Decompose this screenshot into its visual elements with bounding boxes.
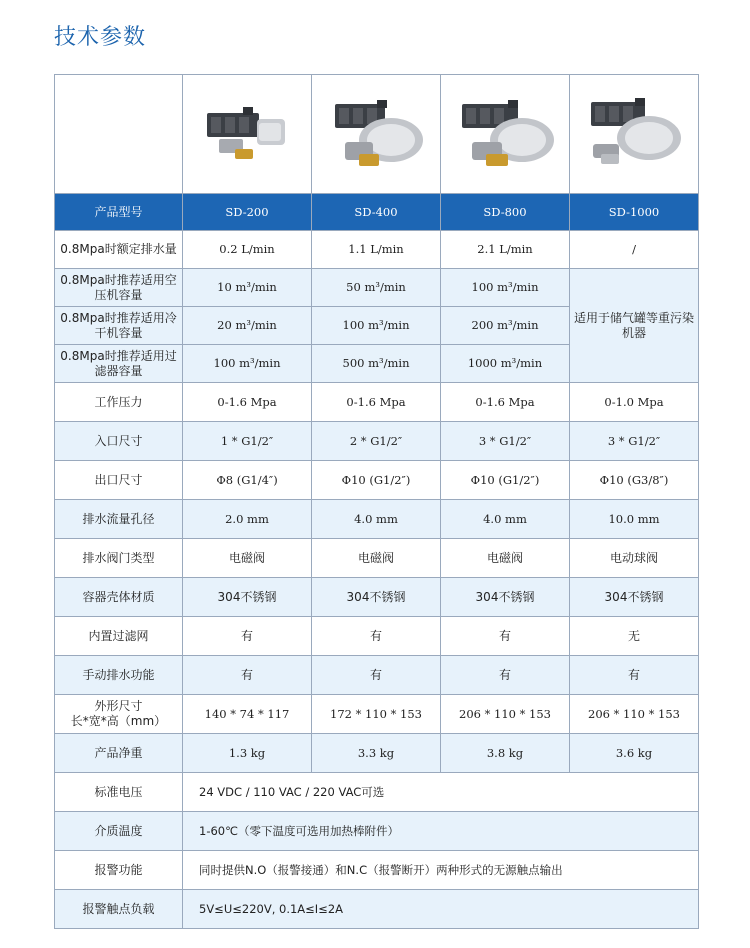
cell-value: 1.3 kg <box>183 734 312 773</box>
row-label: 报警触点负载 <box>55 890 183 929</box>
product-image-sd400 <box>312 75 441 194</box>
table-row <box>55 383 699 422</box>
wide-cell-value: 同时提供N.O（报警接通）和N.C（报警断开）两种形式的无源触点输出 <box>183 851 699 890</box>
row-label: 手动排水功能 <box>55 656 183 695</box>
cell-value: Φ10 (G1/2″) <box>441 461 570 500</box>
table-row <box>55 500 699 539</box>
cell-value: 电动球阀 <box>570 539 699 578</box>
cell-value: 3.6 kg <box>570 734 699 773</box>
cell-value: 3.8 kg <box>441 734 570 773</box>
cell-value: 50 m³/min <box>312 269 441 307</box>
cell-value: Φ10 (G1/2″) <box>312 461 441 500</box>
spec-table <box>54 74 699 929</box>
model-name: SD-1000 <box>570 194 699 231</box>
cell-value: 有 <box>312 617 441 656</box>
cell-value: 4.0 mm <box>441 500 570 539</box>
cell-value: 3 * G1/2″ <box>441 422 570 461</box>
table-row <box>55 539 699 578</box>
table-row <box>55 422 699 461</box>
product-image-sd800 <box>441 75 570 194</box>
cell-value: 无 <box>570 617 699 656</box>
cell-value: 有 <box>441 617 570 656</box>
cell-value: Φ10 (G3/8″) <box>570 461 699 500</box>
cell-value: 电磁阀 <box>441 539 570 578</box>
cell-value: Φ8 (G1/4″) <box>183 461 312 500</box>
cell-value: 140 * 74 * 117 <box>183 695 312 734</box>
table-row <box>55 890 699 929</box>
cell-value: 304不锈钢 <box>312 578 441 617</box>
cell-value: 172 * 110 * 153 <box>312 695 441 734</box>
row-label <box>55 695 183 734</box>
cell-value: 100 m³/min <box>312 307 441 345</box>
cell-value: 304不锈钢 <box>570 578 699 617</box>
cell-value: 3 * G1/2″ <box>570 422 699 461</box>
model-name: SD-400 <box>312 194 441 231</box>
cell-value: 有 <box>183 617 312 656</box>
cell-value: 电磁阀 <box>312 539 441 578</box>
product-image-sd1000 <box>570 75 699 194</box>
row-label: 产品净重 <box>55 734 183 773</box>
cell-value: 10 m³/min <box>183 269 312 307</box>
table-row <box>55 773 699 812</box>
row-label: 0.8Mpa时推荐适用冷干机容量 <box>55 307 183 345</box>
table-row <box>55 656 699 695</box>
row-label: 入口尺寸 <box>55 422 183 461</box>
model-header-row <box>55 194 699 231</box>
row-label: 介质温度 <box>55 812 183 851</box>
row-label: 0.8Mpa时额定排水量 <box>55 231 183 269</box>
cell-value: 20 m³/min <box>183 307 312 345</box>
cell-value: 2.1 L/min <box>441 231 570 269</box>
cell-value: 304不锈钢 <box>441 578 570 617</box>
table-row <box>55 851 699 890</box>
cell-value: 0.2 L/min <box>183 231 312 269</box>
cell-value: 1 * G1/2″ <box>183 422 312 461</box>
row-label: 0.8Mpa时推荐适用过滤器容量 <box>55 345 183 383</box>
cell-value: 电磁阀 <box>183 539 312 578</box>
page-title: 技术参数 <box>54 25 147 50</box>
cell-value: 500 m³/min <box>312 345 441 383</box>
cell-value: 有 <box>183 656 312 695</box>
row-label: 标准电压 <box>55 773 183 812</box>
cell-value: 1.1 L/min <box>312 231 441 269</box>
table-row <box>55 231 699 269</box>
cell-value: 有 <box>570 656 699 695</box>
row-label-line2: 长*宽*高（mm） <box>70 714 167 728</box>
table-row <box>55 578 699 617</box>
cell-value: 3.3 kg <box>312 734 441 773</box>
product-image-sd200 <box>183 75 312 194</box>
cell-value: 有 <box>441 656 570 695</box>
model-name: SD-200 <box>183 194 312 231</box>
table-row <box>55 269 699 307</box>
product-image-row <box>55 75 699 194</box>
cell-value: 4.0 mm <box>312 500 441 539</box>
row-label: 0.8Mpa时推荐适用空压机容量 <box>55 269 183 307</box>
empty-corner-cell <box>55 75 183 194</box>
table-row <box>55 617 699 656</box>
cell-value: 304不锈钢 <box>183 578 312 617</box>
model-name: SD-800 <box>441 194 570 231</box>
table-row <box>55 461 699 500</box>
cell-value: 206 * 110 * 153 <box>441 695 570 734</box>
cell-value: 206 * 110 * 153 <box>570 695 699 734</box>
model-header-label: 产品型号 <box>55 194 183 231</box>
cell-value: 1000 m³/min <box>441 345 570 383</box>
cell-value: 10.0 mm <box>570 500 699 539</box>
cell-value: 100 m³/min <box>441 269 570 307</box>
cell-value: 0-1.0 Mpa <box>570 383 699 422</box>
merged-sd1000-note: 适用于储气罐等重污染机器 <box>570 269 699 383</box>
cell-value: 0-1.6 Mpa <box>183 383 312 422</box>
cell-value: 2 * G1/2″ <box>312 422 441 461</box>
row-label: 容器壳体材质 <box>55 578 183 617</box>
row-label: 工作压力 <box>55 383 183 422</box>
wide-cell-value: 5V≤U≤220V, 0.1A≤I≤2A <box>183 890 699 929</box>
table-row <box>55 695 699 734</box>
cell-value: 200 m³/min <box>441 307 570 345</box>
row-label: 排水流量孔径 <box>55 500 183 539</box>
cell-value: 2.0 mm <box>183 500 312 539</box>
wide-cell-value: 24 VDC / 110 VAC / 220 VAC可选 <box>183 773 699 812</box>
row-label: 报警功能 <box>55 851 183 890</box>
cell-value: 0-1.6 Mpa <box>312 383 441 422</box>
table-row <box>55 734 699 773</box>
cell-value: 0-1.6 Mpa <box>441 383 570 422</box>
row-label: 内置过滤网 <box>55 617 183 656</box>
cell-value: 有 <box>312 656 441 695</box>
row-label-line1: 外形尺寸 <box>94 699 143 713</box>
row-label: 出口尺寸 <box>55 461 183 500</box>
table-row <box>55 812 699 851</box>
cell-value: 100 m³/min <box>183 345 312 383</box>
wide-cell-value: 1-60℃（零下温度可选用加热棒附件） <box>183 812 699 851</box>
row-label: 排水阀门类型 <box>55 539 183 578</box>
cell-value: / <box>570 231 699 269</box>
